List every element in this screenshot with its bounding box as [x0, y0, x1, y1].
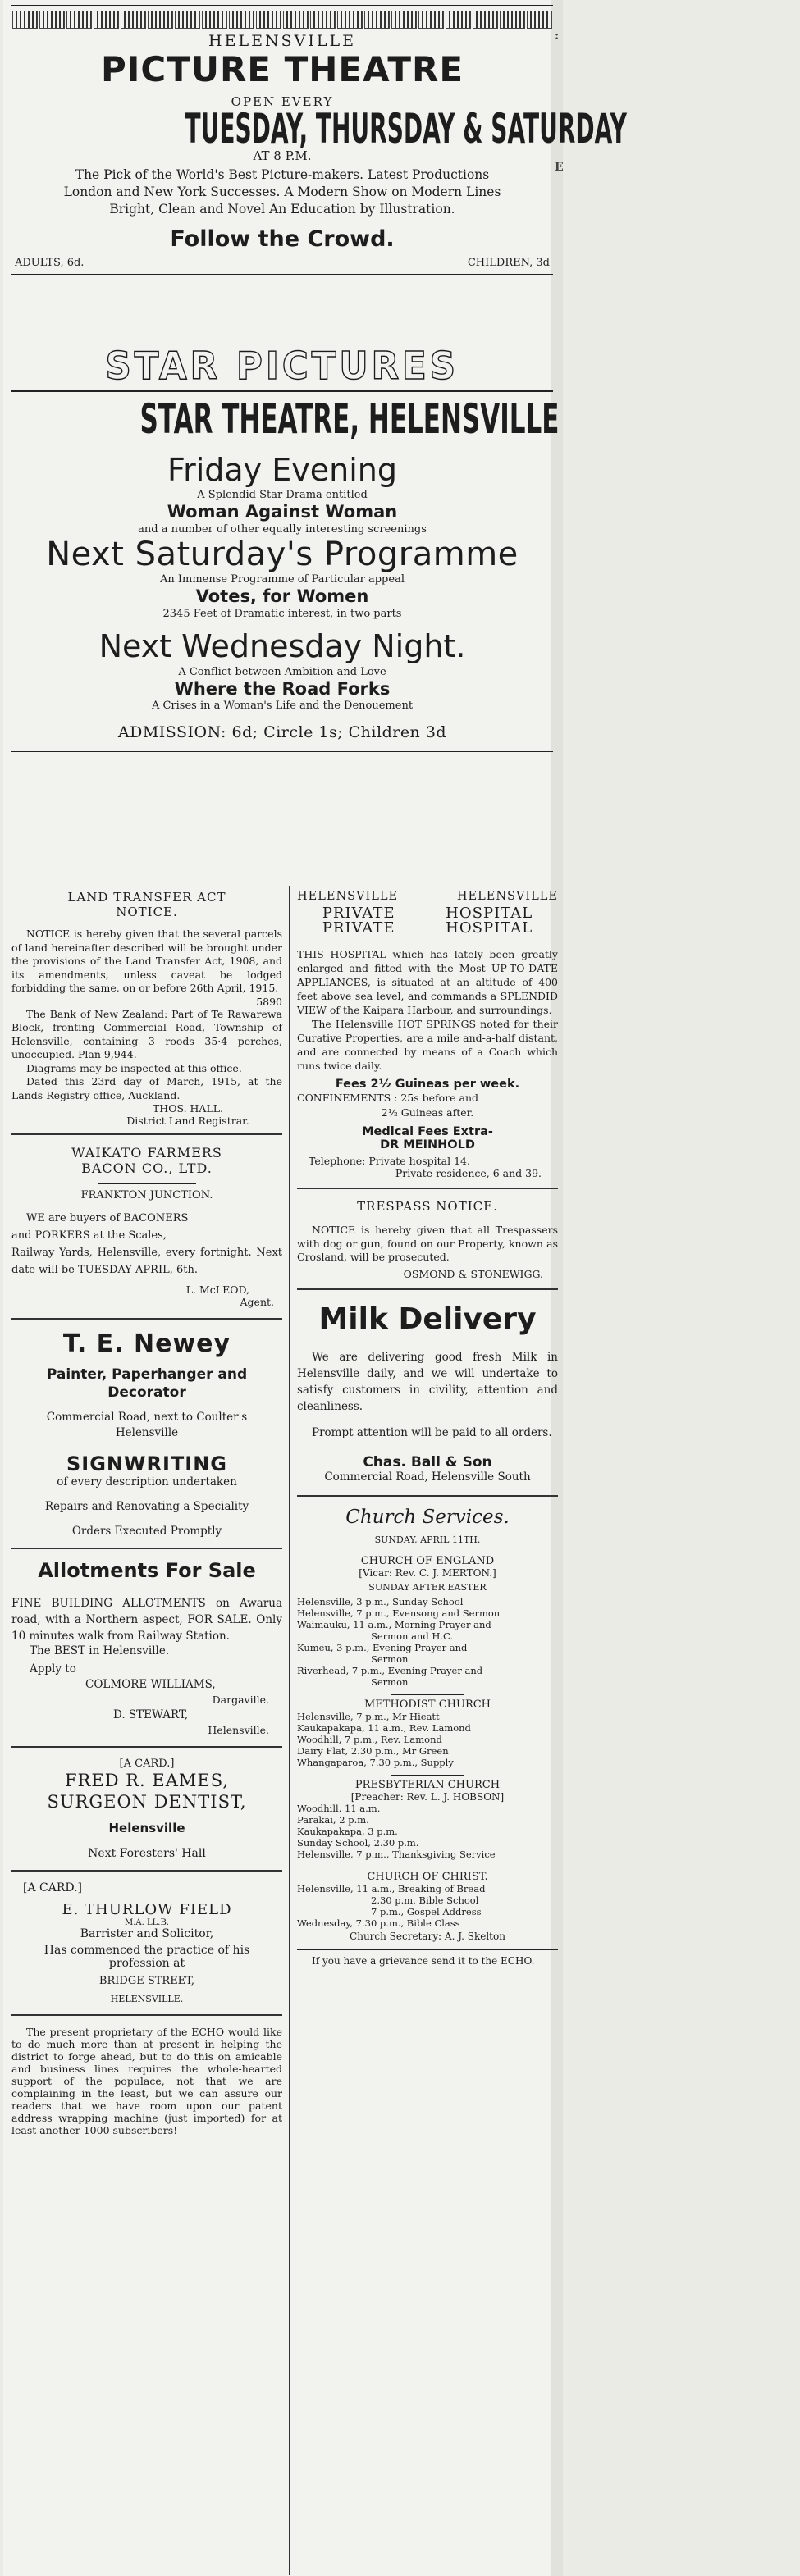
land-title-1: LAND TRANSFER ACT [67, 890, 226, 905]
hospital-confinements-2: 2½ Guineas after. [381, 1106, 474, 1119]
theatre-time: AT 8 P.M. [253, 148, 312, 163]
wednesday-feature: Where the Road Forks [174, 679, 391, 699]
saturday-intro: An Immense Programme of Particular appeal [160, 573, 405, 586]
thurlow-town: HELENSVILLE. [110, 1994, 184, 2004]
hospital-body-1: THIS HOSPITAL which has lately been greatly enlarged and fitted with the Most UP-TO-DATE APPLIANCES, is situated at an altitude of 400 feet above sea level, and commands a SPLENDID VIEW of the Kaipara Harbour, and surroundings. [297, 948, 558, 1016]
service-line: Sermon and H.C. [371, 1630, 454, 1642]
church-rule [391, 1775, 464, 1776]
section-rule [11, 274, 553, 276]
church-services [297, 1497, 558, 1967]
christ-secretary: Church Secretary: A. J. Skelton [350, 1930, 505, 1942]
wednesday-more: A Crises in a Woman's Life and the Denouement [151, 700, 414, 712]
church-title: Church Services. [345, 1506, 510, 1528]
allotments-title: Allotments For Sale [38, 1559, 256, 1582]
service-line: Sermon [371, 1676, 409, 1688]
service-line: Wednesday, 7.30 p.m., Bible Class [297, 1917, 460, 1929]
milk-title: Milk Delivery [318, 1302, 537, 1336]
service-line: 7 p.m., Gospel Address [371, 1905, 482, 1917]
waikato-body-3: Railway Yards, Helensville, every fortnight. Next date will be TUESDAY APRIL, 6th. [11, 1247, 282, 1276]
waikato-bacon-ad [11, 1135, 282, 1320]
newey-ad [11, 1320, 282, 1549]
eames-town: Helensville [108, 1821, 185, 1835]
allotments-agent-2-place: Helensville. [208, 1724, 269, 1736]
hospital-hospital-2: HOSPITAL [446, 919, 533, 937]
church-rule [391, 1694, 464, 1695]
milk-delivery-ad [297, 1290, 558, 1497]
top-rule [11, 5, 553, 7]
land-title-2: NOTICE. [116, 905, 178, 919]
allotments-ad [11, 1549, 282, 1748]
eames-location: Next Foresters' Hall [88, 1847, 206, 1860]
cofe-vicar: [Vicar: Rev. C. J. MERTON.] [359, 1566, 496, 1579]
eames-card [11, 1748, 282, 1872]
saturday-heading: Next Saturday's Programme [46, 536, 519, 573]
hospital-head-right: HELENSVILLE [456, 890, 558, 903]
theatre-title: PICTURE THEATRE [100, 49, 464, 89]
service-line: Helensville, 11 a.m., Breaking of Bread [297, 1882, 486, 1894]
land-diagrams: Diagrams may be inspected at this office. [26, 1061, 242, 1074]
friday-intro: A Splendid Star Drama entitled [197, 489, 368, 501]
newey-name: T. E. Newey [62, 1329, 231, 1358]
milk-address: Commercial Road, Helensville South [324, 1470, 531, 1484]
allotments-body: FINE BUILDING ALLOTMENTS on Awarua road, with a Northern aspect, FOR SALE. Only 10 minutes walk from Railway Station. [11, 1597, 282, 1643]
land-body: NOTICE is hereby given that the several parcels of land hereinafter described will be brought under the provisions of the Land Transfer Act, 1908, and its amendments, unless caveat be lodged forbidding the same, on or before 26th April, 1915. [11, 928, 282, 994]
methodist-title: METHODIST CHURCH [363, 1698, 491, 1711]
land-signer-title: District Land Registrar. [126, 1115, 249, 1127]
trespass-notice [297, 1189, 558, 1290]
newey-trade: Painter, Paperhanger and Decorator [46, 1366, 248, 1401]
adults-price: ADULTS, 6d. [15, 257, 85, 269]
thurlow-commenced-1: Has commenced the practice of his [43, 1944, 250, 1957]
hospital-hospital-1: HOSPITAL [446, 905, 533, 922]
waikato-agent-title: Agent. [240, 1296, 274, 1308]
christ-title: CHURCH OF CHRIST. [367, 1870, 488, 1883]
church-bottom-rule [297, 1949, 558, 1950]
children-price: CHILDREN, 3d [467, 257, 550, 269]
methodist-services-list [297, 1711, 558, 1768]
christ-services-list [297, 1883, 558, 1929]
waikato-body-1: WE are buyers of BACONERS [26, 1212, 189, 1224]
thurlow-card-label: [A CARD.] [23, 1881, 83, 1894]
hospital-head-left: HELENSVILLE [297, 890, 399, 903]
hospital-body-2: The Helensville HOT SPRINGS noted for their Curative Properties, are a mile and-a-half distant, and are connected by means of a Coach which runs twice daily. [297, 1018, 558, 1072]
hospital-confinements: CONFINEMENTS : 25s before and [297, 1092, 479, 1104]
service-line: Sermon [371, 1653, 409, 1665]
land-item: The Bank of New Zealand: Part of Te Rawarewa Block, fronting Commercial Road, Township of Helensville, containing 3 roods 35·4 perches, unoccupied. Plan 9,944. [11, 1007, 282, 1060]
service-line: Woodhill, 11 a.m. [297, 1802, 381, 1814]
column-divider [289, 886, 290, 2575]
thurlow-degree: M.A. LL.B. [125, 1918, 169, 1927]
milk-body: We are delivering good fresh Milk in Helensville daily, and we will undertake to satisfy customers in civility, attention and cleanliness. [297, 1350, 558, 1413]
presbyterian-services-list [297, 1803, 558, 1860]
star-title: STAR PICTURES [105, 344, 459, 388]
waikato-agent: L. McLEOD, [185, 1283, 249, 1296]
trespass-body: NOTICE is hereby given that all Trespassers with dog or gun, found on our Property, known as Crosland, will be prosecuted. [297, 1224, 558, 1263]
allotments-best: The BEST in Helensville. [30, 1644, 170, 1657]
presbyterian-title: PRESBYTERIAN CHURCH [354, 1778, 501, 1791]
theatre-town: HELENSVILLE [208, 32, 356, 50]
service-line: Helensville, 7 p.m., Evensong and Sermon [297, 1607, 501, 1619]
newey-sign-desc: of every description undertaken [57, 1475, 237, 1489]
admission-prices: ADMISSION: 6d; Circle 1s; Children 3d [117, 723, 447, 741]
allotments-agent-2: D. STEWART, [113, 1708, 189, 1721]
service-line: Parakai, 2 p.m. [297, 1813, 369, 1826]
hospital-private-2: PRIVATE [322, 919, 395, 937]
land-signer: THOS. HALL. [152, 1102, 224, 1115]
service-line: Kumeu, 3 p.m., Evening Prayer and [297, 1641, 468, 1653]
picture-theatre-ad [11, 5, 627, 276]
waikato-title-2: BACON CO., LTD. [81, 1160, 213, 1176]
service-line: Whangaparoa, 7.30 p.m., Supply [297, 1756, 454, 1768]
decorative-border [11, 11, 553, 29]
adjacent-page-letter: : [555, 30, 560, 43]
newspaper-page [3, 0, 627, 2576]
thurlow-name: E. THURLOW FIELD [62, 1901, 232, 1918]
milk-firm: Chas. Ball & Son [363, 1453, 492, 1470]
wednesday-intro: A Conflict between Ambition and Love [178, 666, 386, 678]
hospital-telephone: Telephone: Private hospital 14. [309, 1155, 470, 1167]
right-column [297, 890, 558, 1967]
hospital-residence: Private residence, 6 and 39. [395, 1167, 542, 1179]
saturday-feature: Votes, for Women [195, 586, 369, 606]
service-line: Sunday School, 2.30 p.m. [297, 1836, 419, 1849]
thurlow-role: Barrister and Solicitor, [80, 1927, 214, 1940]
land-dated: Dated this 23rd day of March, 1915, at the Lands Registry office, Auckland. [11, 1075, 282, 1101]
theatre-blurb-2: London and New York Successes. A Modern Show on Modern Lines [63, 185, 501, 199]
allotments-agent-1-place: Dargaville. [212, 1694, 269, 1706]
star-venue: STAR THEATRE, HELENSVILLE [139, 395, 560, 443]
trespass-title: TRESPASS NOTICE. [357, 1199, 498, 1214]
hospital-ad [297, 890, 558, 1189]
service-line: 2.30 p.m. Bible School [371, 1894, 479, 1906]
allotments-apply: Apply to [30, 1662, 76, 1676]
newey-address: Commercial Road, next to Coulter's Helensville [46, 1411, 248, 1439]
theatre-slogan: Follow the Crowd. [170, 226, 395, 252]
service-line: Waimauku, 11 a.m., Morning Prayer and [297, 1618, 491, 1630]
hospital-doctor: DR MEINHOLD [380, 1138, 475, 1151]
left-column [11, 890, 282, 2136]
service-line: Dairy Flat, 2.30 p.m., Mr Green [297, 1744, 449, 1757]
star-rule [11, 390, 553, 392]
open-every: OPEN EVERY [231, 94, 334, 109]
allotments-agent-1: COLMORE WILLIAMS, [85, 1678, 216, 1691]
service-line: Helensville, 3 p.m., Sunday School [297, 1595, 464, 1607]
waikato-body-2: and PORKERS at the Scales, [11, 1229, 167, 1242]
church-date: SUNDAY, APRIL 11TH. [374, 1534, 481, 1545]
milk-prompt: Prompt attention will be paid to all orders. [312, 1425, 552, 1439]
eames-title: SURGEON DENTIST, [47, 1792, 247, 1812]
eames-card-label: [A CARD.] [119, 1758, 175, 1770]
eames-name: FRED R. EAMES, [64, 1771, 230, 1790]
newey-repairs: Repairs and Renovating a Speciality [44, 1500, 249, 1513]
thurlow-card [11, 1872, 282, 2016]
land-transfer-notice [11, 890, 282, 1135]
newey-signwriting: SIGNWRITING [66, 1452, 227, 1475]
service-line: Riverhead, 7 p.m., Evening Prayer and [297, 1664, 483, 1676]
saturday-more: 2345 Feet of Dramatic interest, in two parts [162, 608, 402, 620]
cofe-title: CHURCH OF ENGLAND [360, 1554, 495, 1567]
presbyterian-preacher: [Preacher: Rev. L. J. HOBSON] [350, 1790, 505, 1803]
service-line: Helensville, 7 p.m., Mr Hieatt [297, 1710, 440, 1722]
star-pictures-ad [11, 344, 560, 752]
cofe-services-list [297, 1596, 558, 1688]
service-line: Kaukapakapa, 3 p.m. [297, 1825, 398, 1837]
theatre-days: TUESDAY, THURSDAY & SATURDAY [185, 105, 627, 153]
service-line: Woodhill, 7 p.m., Rev. Lamond [297, 1733, 442, 1745]
friday-feature: Woman Against Woman [167, 502, 398, 522]
cofe-subtitle: SUNDAY AFTER EASTER [368, 1581, 487, 1593]
hospital-private-1: PRIVATE [322, 905, 395, 922]
grievance-note: If you have a grievance send it to the ECHO. [312, 1954, 535, 1967]
wednesday-heading: Next Wednesday Night. [98, 628, 466, 664]
friday-heading: Friday Evening [167, 452, 397, 488]
newey-orders: Orders Executed Promptly [71, 1525, 222, 1538]
theatre-blurb-3: Bright, Clean and Novel An Education by Illustration. [109, 202, 455, 217]
waikato-rule [98, 1183, 196, 1184]
adjacent-page-letter: E [555, 161, 564, 174]
trespass-signer: OSMOND & STONEWIGG. [403, 1267, 543, 1280]
echo-body: The present proprietary of the ECHO would like to do much more than at present in helping the district to forge ahead, but to do this on amicable and business lines requires the whole-hearted support of the populace, not that we are complaining in the least, but we can assure our readers that we have room upon our patent address wrapping machine (just imported) for at least another 1000 subscribers! [11, 2026, 282, 2136]
land-item-number: 5890 [256, 995, 282, 1008]
echo-notice [11, 2016, 282, 2136]
waikato-title-1: WAIKATO FARMERS [71, 1145, 222, 1160]
service-line: Kaukapakapa, 11 a.m., Rev. Lamond [297, 1721, 471, 1734]
hospital-medical: Medical Fees Extra- [362, 1125, 493, 1138]
section-rule [11, 750, 553, 752]
thurlow-commenced-2: profession at [108, 1957, 185, 1970]
hospital-fees: Fees 2½ Guineas per week. [335, 1078, 520, 1091]
thurlow-street: BRIDGE STREET, [98, 1975, 195, 1987]
waikato-place: FRANKTON JUNCTION. [80, 1189, 213, 1201]
service-line: Helensville, 7 p.m., Thanksgiving Service [297, 1848, 496, 1860]
theatre-blurb-1: The Pick of the World's Best Picture-makers. Latest Productions [75, 167, 490, 182]
friday-more: and a number of other equally interesting screenings [138, 523, 427, 536]
